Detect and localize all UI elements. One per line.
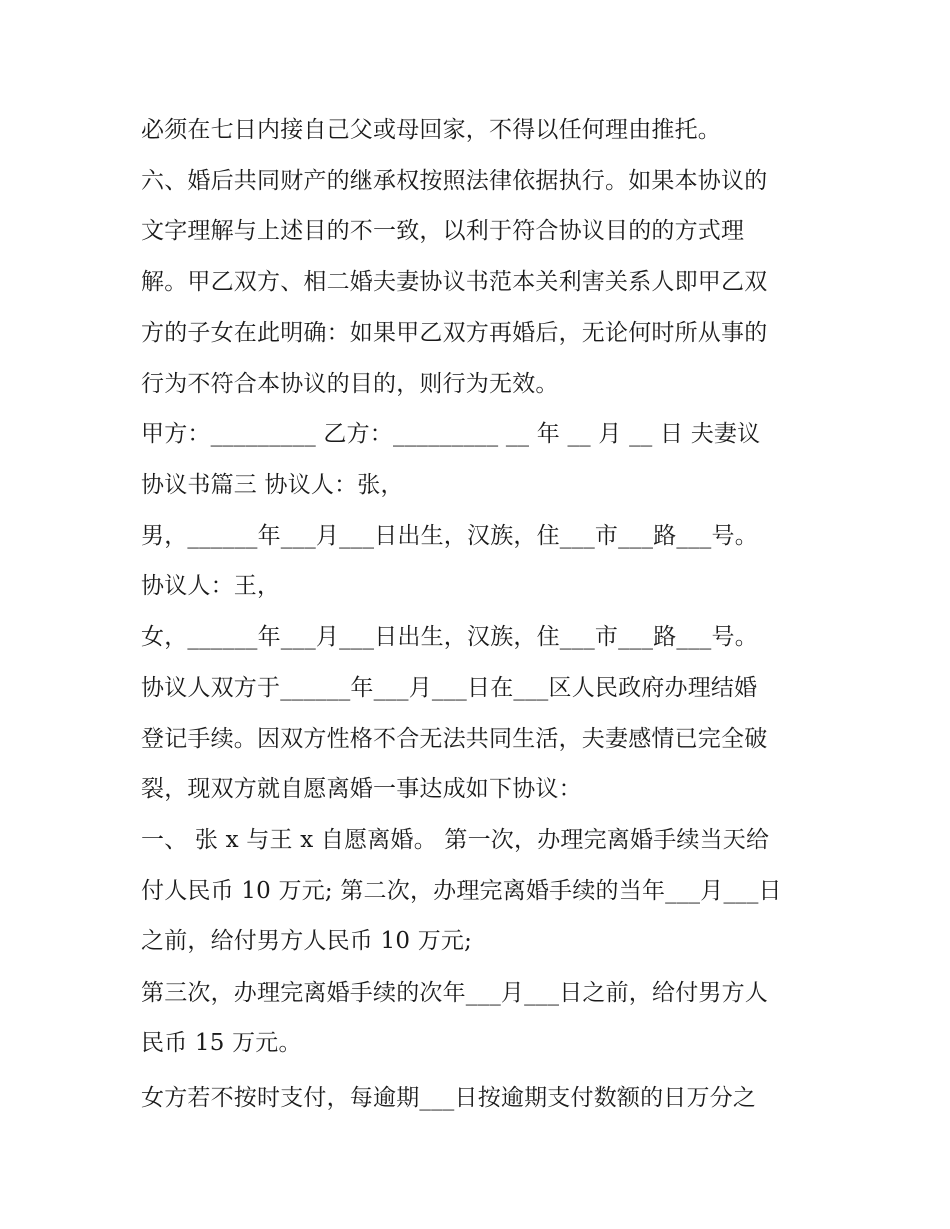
text-line: 民币 15 万元。: [141, 1030, 302, 1056]
text-line: 登记手续。因双方性格不合无法共同生活，夫妻感情已完全破: [141, 726, 768, 752]
text-line: 协议人：王，: [141, 573, 281, 599]
text-line: 甲方：_________ 乙方：_________ __ 年 __ 月 __ 日 夫妻议: [141, 421, 761, 447]
text-line: 协议人双方于______年___月___日在___区人民政府办理结婚: [141, 675, 758, 701]
text-line: 男，______年___月___日出生，汉族，住___市___路___号。: [141, 523, 758, 549]
text-line: 解。甲乙双方、相二婚夫妻协议书范本关利害关系人即甲乙双: [141, 269, 768, 295]
text-line: 女方若不按时支付，每逾期___日按逾期支付数额的日万分之: [141, 1085, 757, 1111]
text-line: 裂，现双方就自愿离婚一事达成如下协议：: [141, 776, 582, 802]
text-line: 付人民币 10 万元; 第二次，办理完离婚手续的当年___月___日: [141, 878, 782, 904]
text-line: 第三次，办理完离婚手续的次年___月___日之前，给付男方人: [141, 980, 768, 1006]
text-line: 一、 张 x 与王 x 自愿离婚。 第一次，办理完离婚手续当天给: [141, 827, 770, 853]
text-line: 协议书篇三 协议人：张，: [141, 472, 404, 498]
text-line: 行为不符合本协议的目的，则行为无效。: [141, 371, 559, 397]
text-line: 文字理解与上述目的不一致，以利于符合协议目的的方式理: [141, 218, 745, 244]
text-line: 必须在七日内接自己父或母回家，不得以任何理由推托。: [141, 117, 721, 143]
text-line: 女，______年___月___日出生，汉族，住___市___路___号。: [141, 624, 758, 650]
text-line: 六、婚后共同财产的继承权按照法律依据执行。如果本协议的: [141, 168, 768, 194]
text-line: 方的子女在此明确：如果甲乙双方再婚后，无论何时所从事的: [141, 320, 768, 346]
text-line: 之前，给付男方人民币 10 万元;: [141, 928, 473, 954]
